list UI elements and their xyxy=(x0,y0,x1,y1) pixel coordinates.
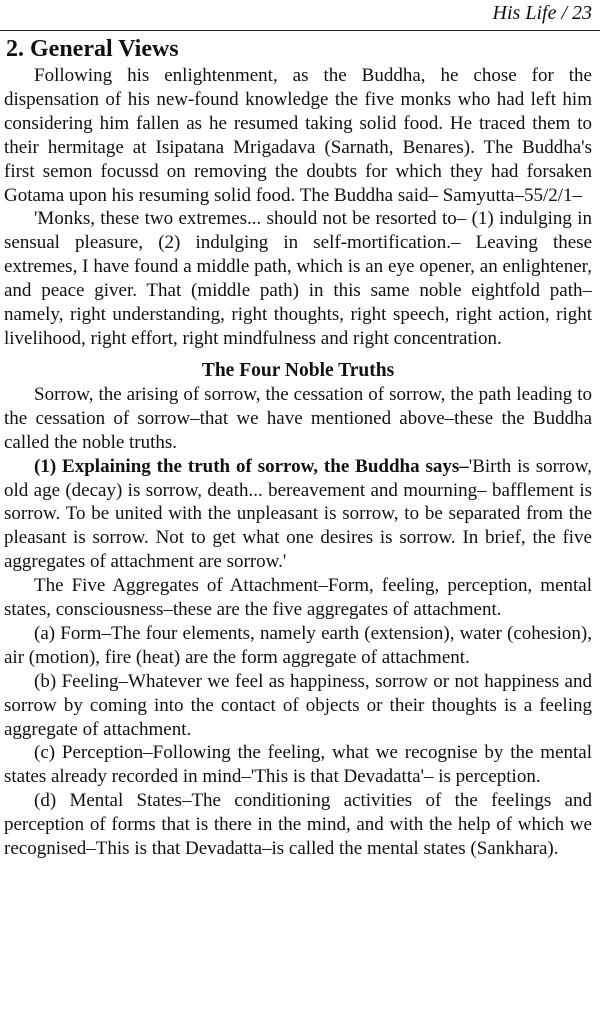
paragraph-mental-states: (d) Mental States–The conditioning activities of the feelings and perception of forms that is there in the mind, and with the help of which we recognised–This is that Devadatta–is called the mental states (Sankhara). xyxy=(4,790,592,860)
paragraph-middle-path: 'Monks, these two extremes... should not be resorted to– (1) indulging in sensual pleasure, (2) indulging in self-mortification.– Leaving these extremes, I have found a middle path, which is an eye opener, an enlightener, and peace giver. That (middle path) in this same noble eightfold path–namely, right understanding, right thoughts, right speech, right action, right livelihood, right effort, right mindfulness and right concentration. xyxy=(4,208,592,349)
paragraph-feeling: (b) Feeling–Whatever we feel as happiness, sorrow or not happiness and sorrow by coming into the contact of objects or their thoughts is a feeling aggregate of attachment. xyxy=(4,670,592,740)
paragraph-truth-of-sorrow xyxy=(4,455,592,575)
paragraph-form: (a) Form–The four elements, namely earth (extension), water (cohesion), air (motion), fire (heat) are the form aggregate of attachment. xyxy=(4,622,592,668)
truth-of-sorrow-lead: (1) Explaining the truth of sorrow, the Buddha says– xyxy=(34,455,469,477)
subheading-four-noble-truths: The Four Noble Truths xyxy=(201,359,395,381)
running-header: His Life / 23 xyxy=(492,2,592,24)
paragraph-perception: (c) Perception–Following the feeling, what we recognise by the mental states already recorded in mind–'This is that Devadatta'– is perception. xyxy=(4,742,592,788)
paragraph-noble-truths-intro: Sorrow, the arising of sorrow, the cessation of sorrow, the path leading to the cessation of sorrow–that we have mentioned above–these the Buddha called the noble truths. xyxy=(4,383,592,453)
paragraph-five-aggregates: The Five Aggregates of Attachment–Form, feeling, perception, mental states, consciousness–these are the five aggregates of attachment. xyxy=(4,575,592,621)
paragraph-enlightenment: Following his enlightenment, as the Buddha, he chose for the dispensation of his new-found knowledge the five monks who had left him considering him fallen as he resumed taking solid food. He traced them to their hermitage at Isipatana Mrigadava (Sarnath, Benares). The Buddha's first semon focussd on removing the doubts for which they had forsaken Gotama upon his resuming solid food. The Buddha said– Samyutta–55/2/1– xyxy=(4,65,592,206)
truth-of-sorrow-text: 'Birth is sorrow, old age (decay) is sorrow, death... bereavement and mourning– bafflement is sorrow. To be united with the unpleasant is sorrow, to be separated from the pleasant is sorrow. Not to get what one desires is sorrow. In brief, the five aggregates of attachment are sorrow.' xyxy=(4,455,592,573)
section-title: 2. General Views xyxy=(6,36,179,62)
header-rule xyxy=(0,30,600,31)
page-content xyxy=(4,34,592,861)
